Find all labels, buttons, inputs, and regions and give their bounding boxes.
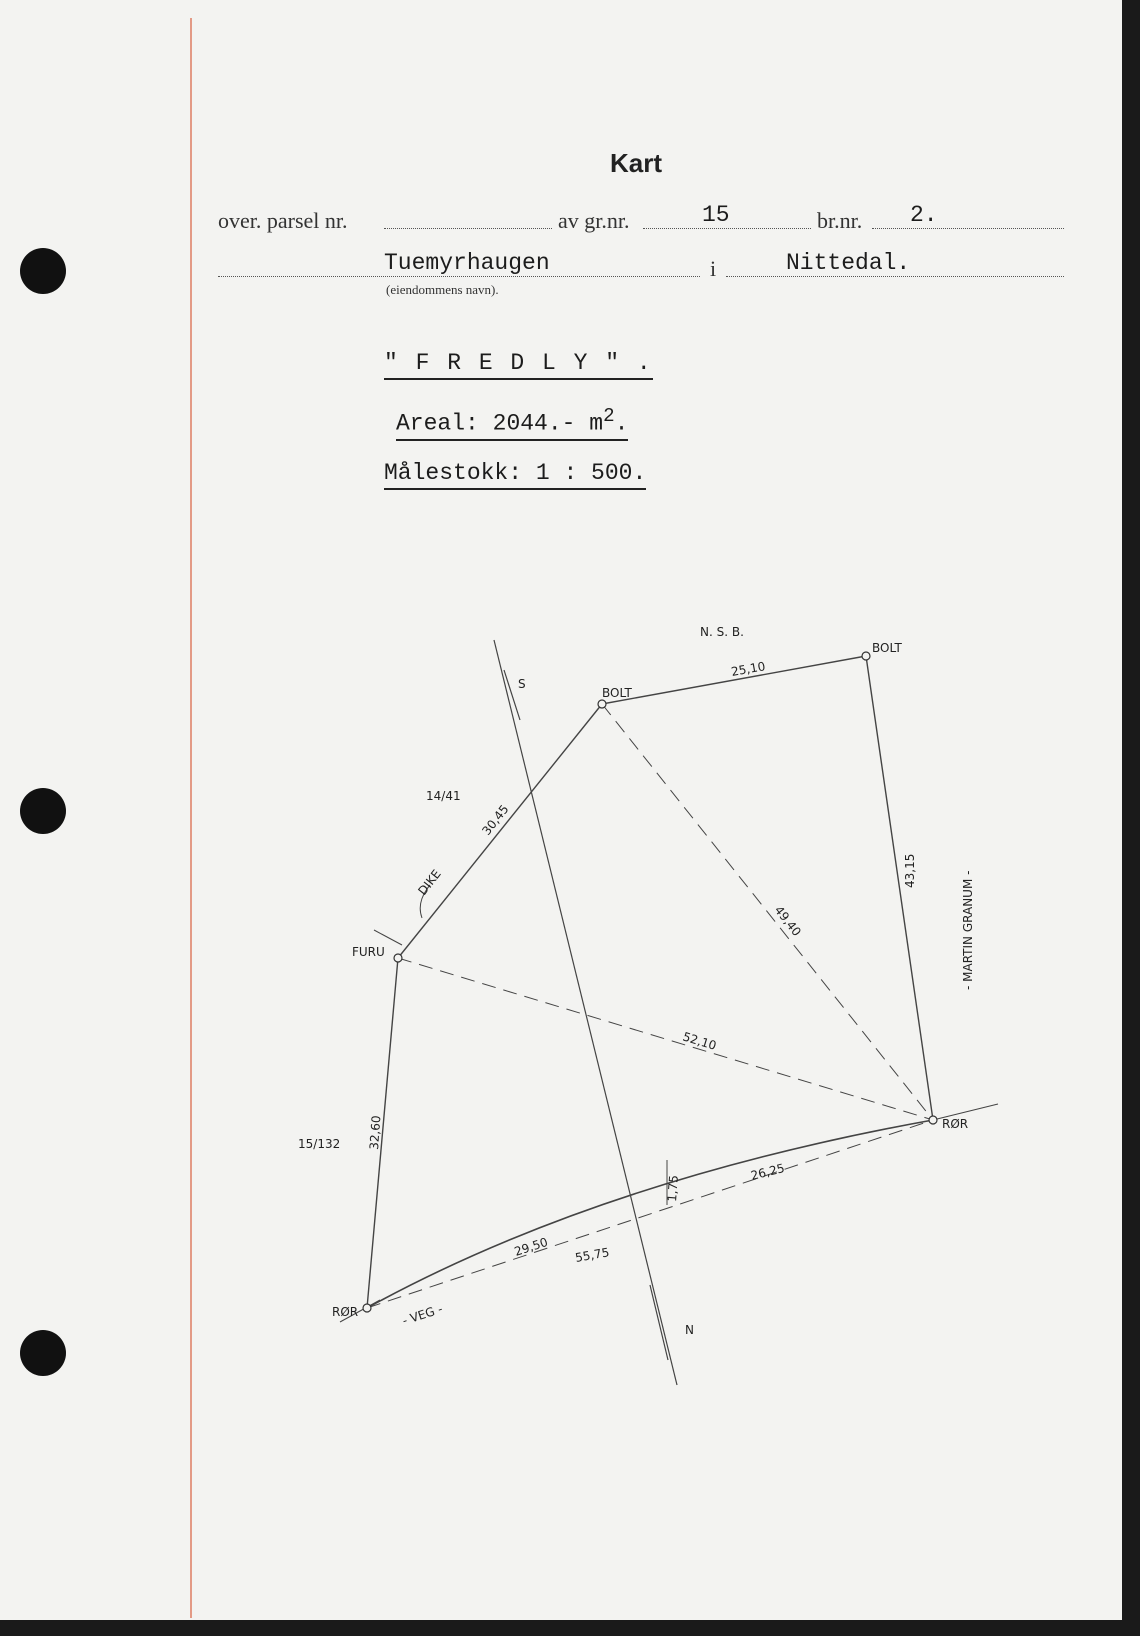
area-label: Areal:	[396, 410, 479, 437]
municipality-name: Nittedal.	[786, 250, 911, 276]
ror-point-sw	[363, 1304, 371, 1312]
i-label: i	[710, 256, 717, 281]
br-value: 2.	[910, 202, 938, 228]
measure-55-75: 55,75	[574, 1245, 611, 1265]
gr-value: 15	[702, 202, 730, 228]
north-south-line	[494, 640, 677, 1385]
document-title: Kart	[610, 148, 663, 178]
label-south: S	[518, 677, 526, 691]
furu-tick	[374, 930, 402, 945]
label-neighbor-14-41: 14/41	[426, 789, 461, 803]
label-north: N	[685, 1323, 694, 1337]
measure-32-60: 32,60	[367, 1114, 384, 1151]
label-furu: FURU	[352, 945, 385, 959]
arrow-tick-north	[650, 1285, 668, 1360]
label-neighbor-15-132: 15/132	[298, 1137, 341, 1151]
measure-30-45: 30,45	[479, 802, 512, 838]
bolt-point-2	[862, 652, 870, 660]
measure-52-10: 52,10	[681, 1029, 719, 1053]
area-unit-sup: 2	[603, 405, 615, 427]
measure-1-75: 1,75	[665, 1174, 681, 1203]
area-value: 2044.- m	[492, 410, 604, 437]
furu-point	[394, 954, 402, 962]
bolt-point-1	[598, 700, 606, 708]
boundary-bolt-ror	[866, 656, 933, 1120]
measure-49-40: 49,40	[771, 903, 804, 939]
label-veg: - VEG -	[400, 1301, 445, 1328]
label-ror-east: RØR	[942, 1117, 969, 1131]
diagonal-52-10	[398, 958, 933, 1120]
label-martin-granum: - MARTIN GRANUM -	[961, 870, 975, 990]
label-bolt-1: BOLT	[602, 686, 632, 700]
br-label: br.nr.	[817, 208, 863, 233]
label-nsb: N. S. B.	[700, 625, 744, 639]
scale-value: 1 : 500.	[535, 460, 647, 486]
gr-label: av gr.nr.	[558, 208, 630, 233]
scale-label: Målestokk:	[384, 460, 523, 486]
chord-55-75	[367, 1120, 933, 1308]
diagonal-49-40	[602, 704, 933, 1120]
label-bolt-2: BOLT	[872, 641, 902, 655]
measure-43-15: 43,15	[903, 853, 917, 888]
ror-point-east	[929, 1116, 937, 1124]
measure-29-50: 29,50	[512, 1234, 550, 1259]
label-dike: DIKE	[415, 866, 444, 898]
label-ror-sw: RØR	[332, 1305, 359, 1319]
measure-25-10: 25,10	[730, 659, 767, 679]
measure-26-25: 26,25	[749, 1161, 787, 1183]
property-name: Tuemyrhaugen	[384, 250, 550, 276]
property-caption: (eiendommens navn).	[386, 282, 499, 297]
parsel-label: over. parsel nr.	[218, 208, 348, 233]
area-end: .	[614, 410, 629, 437]
boundary-bolt-furu	[398, 704, 602, 958]
boundary-bolt-bolt	[602, 656, 866, 704]
property-nickname: " F R E D L Y " .	[384, 350, 653, 380]
